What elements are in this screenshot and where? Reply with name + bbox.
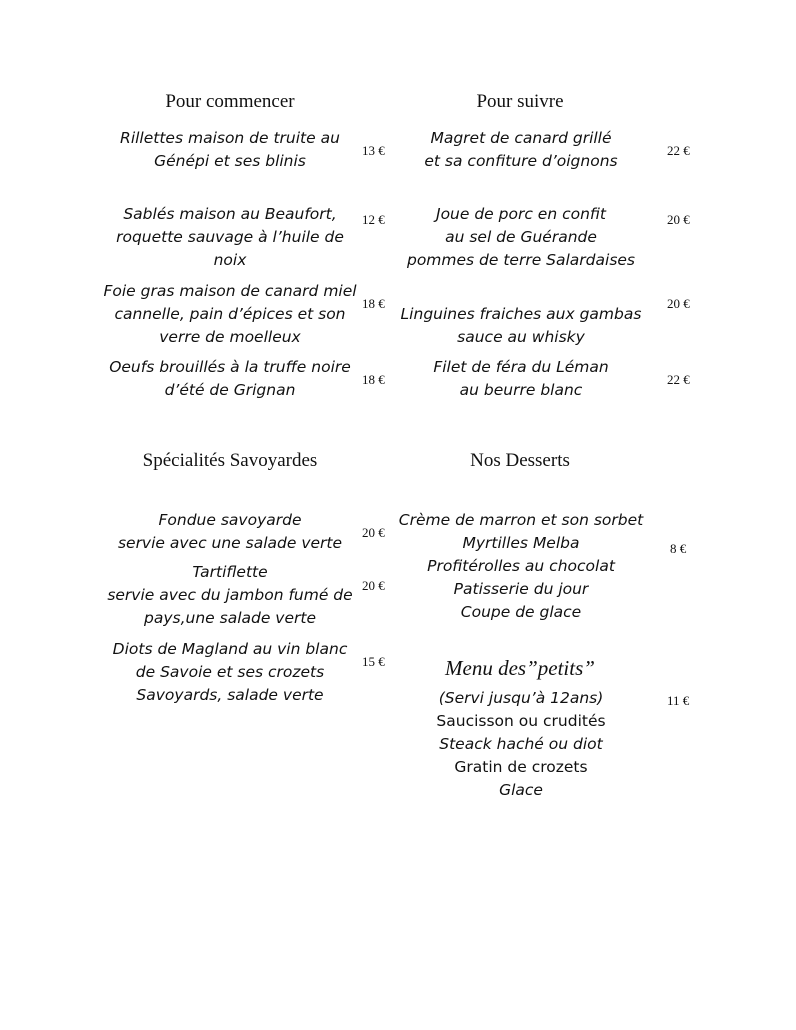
item-line: noix <box>213 251 247 269</box>
item-price: 22 € <box>667 143 690 158</box>
item-line: Filet de féra du Léman <box>433 358 609 376</box>
kids-menu-line: Saucisson ou crudités <box>436 712 606 730</box>
item-line: au beurre blanc <box>459 381 583 399</box>
item-price: 18 € <box>362 296 385 311</box>
dessert-line: Myrtilles Melba <box>462 534 580 552</box>
item-line: et sa confiture d’oignons <box>424 152 618 170</box>
item-line: Oeufs brouillés à la truffe noire <box>109 358 351 376</box>
kids-menu-line: Glace <box>499 781 543 799</box>
item-line: de Savoie et ses crozets <box>135 663 325 681</box>
item-line: d’été de Grignan <box>164 381 296 399</box>
item-price: 15 € <box>362 654 385 669</box>
item-line: servie avec une salade verte <box>117 534 343 552</box>
menu-item-starter <box>100 280 360 349</box>
item-line: Foie gras maison de canard miel <box>103 282 357 300</box>
item-line: Joue de porc en confit <box>436 205 606 223</box>
item-line: cannelle, pain d’épices et son <box>114 305 346 323</box>
item-line: Rillettes maison de truite au <box>120 129 340 147</box>
kids-menu-list <box>390 687 652 802</box>
item-line: Sablés maison au Beaufort, <box>123 205 337 223</box>
item-price: 20 € <box>667 212 690 227</box>
menu-item-starter <box>100 203 360 272</box>
item-line: verre de moelleux <box>159 328 301 346</box>
item-line: au sel de Guérande <box>445 228 597 246</box>
dessert-list <box>390 509 652 624</box>
kids-menu-line: (Servi jusqu’à 12ans) <box>438 689 604 707</box>
section-title-starters: Pour commencer <box>165 91 295 112</box>
item-price: 20 € <box>362 525 385 540</box>
section-title-desserts: Nos Desserts <box>470 450 570 471</box>
item-line: pommes de terre Salardaises <box>406 251 636 269</box>
item-line: roquette sauvage à l’huile de <box>116 228 344 246</box>
kids-menu-line: Steack haché ou diot <box>439 735 603 753</box>
dessert-line: Crème de marron et son sorbet <box>398 511 644 529</box>
item-line: Linguines fraiches aux gambas <box>400 305 642 323</box>
menu-item-specialty <box>100 638 360 707</box>
item-price: 18 € <box>362 372 385 387</box>
menu-item-main <box>390 303 652 349</box>
item-price: 12 € <box>362 212 385 227</box>
item-price: 20 € <box>362 578 385 593</box>
item-line: pays,une salade verte <box>144 609 316 627</box>
section-title-mains: Pour suivre <box>476 91 564 112</box>
menu-item-main <box>390 127 652 173</box>
menu-item-starter <box>100 127 360 173</box>
item-line: servie avec du jambon fumé de <box>107 586 353 604</box>
item-price: 22 € <box>667 372 690 387</box>
item-line: Tartiflette <box>192 563 268 581</box>
item-line: sauce au whisky <box>457 328 585 346</box>
kids-menu-title: Menu des”petits” <box>445 656 595 680</box>
menu-item-specialty <box>100 561 360 630</box>
item-line: Génépi et ses blinis <box>154 152 306 170</box>
kids-menu-line: Gratin de crozets <box>454 758 588 776</box>
item-line: Savoyards, salade verte <box>136 686 324 704</box>
menu-item-main <box>390 356 652 402</box>
item-line: Diots de Magland au vin blanc <box>112 640 348 658</box>
menu-item-specialty <box>100 509 360 555</box>
item-price: 20 € <box>667 296 690 311</box>
item-price: 13 € <box>362 143 385 158</box>
item-line: Magret de canard grillé <box>430 129 612 147</box>
menu-item-starter <box>100 356 360 402</box>
item-line: Fondue savoyarde <box>158 511 302 529</box>
item-price: 8 € <box>670 541 687 556</box>
item-price: 11 € <box>667 693 690 708</box>
dessert-line: Profitérolles au chocolat <box>427 557 615 575</box>
menu-item-main <box>390 203 652 272</box>
dessert-line: Patisserie du jour <box>453 580 589 598</box>
section-title-specialties: Spécialités Savoyardes <box>142 450 318 471</box>
dessert-line: Coupe de glace <box>460 603 582 621</box>
